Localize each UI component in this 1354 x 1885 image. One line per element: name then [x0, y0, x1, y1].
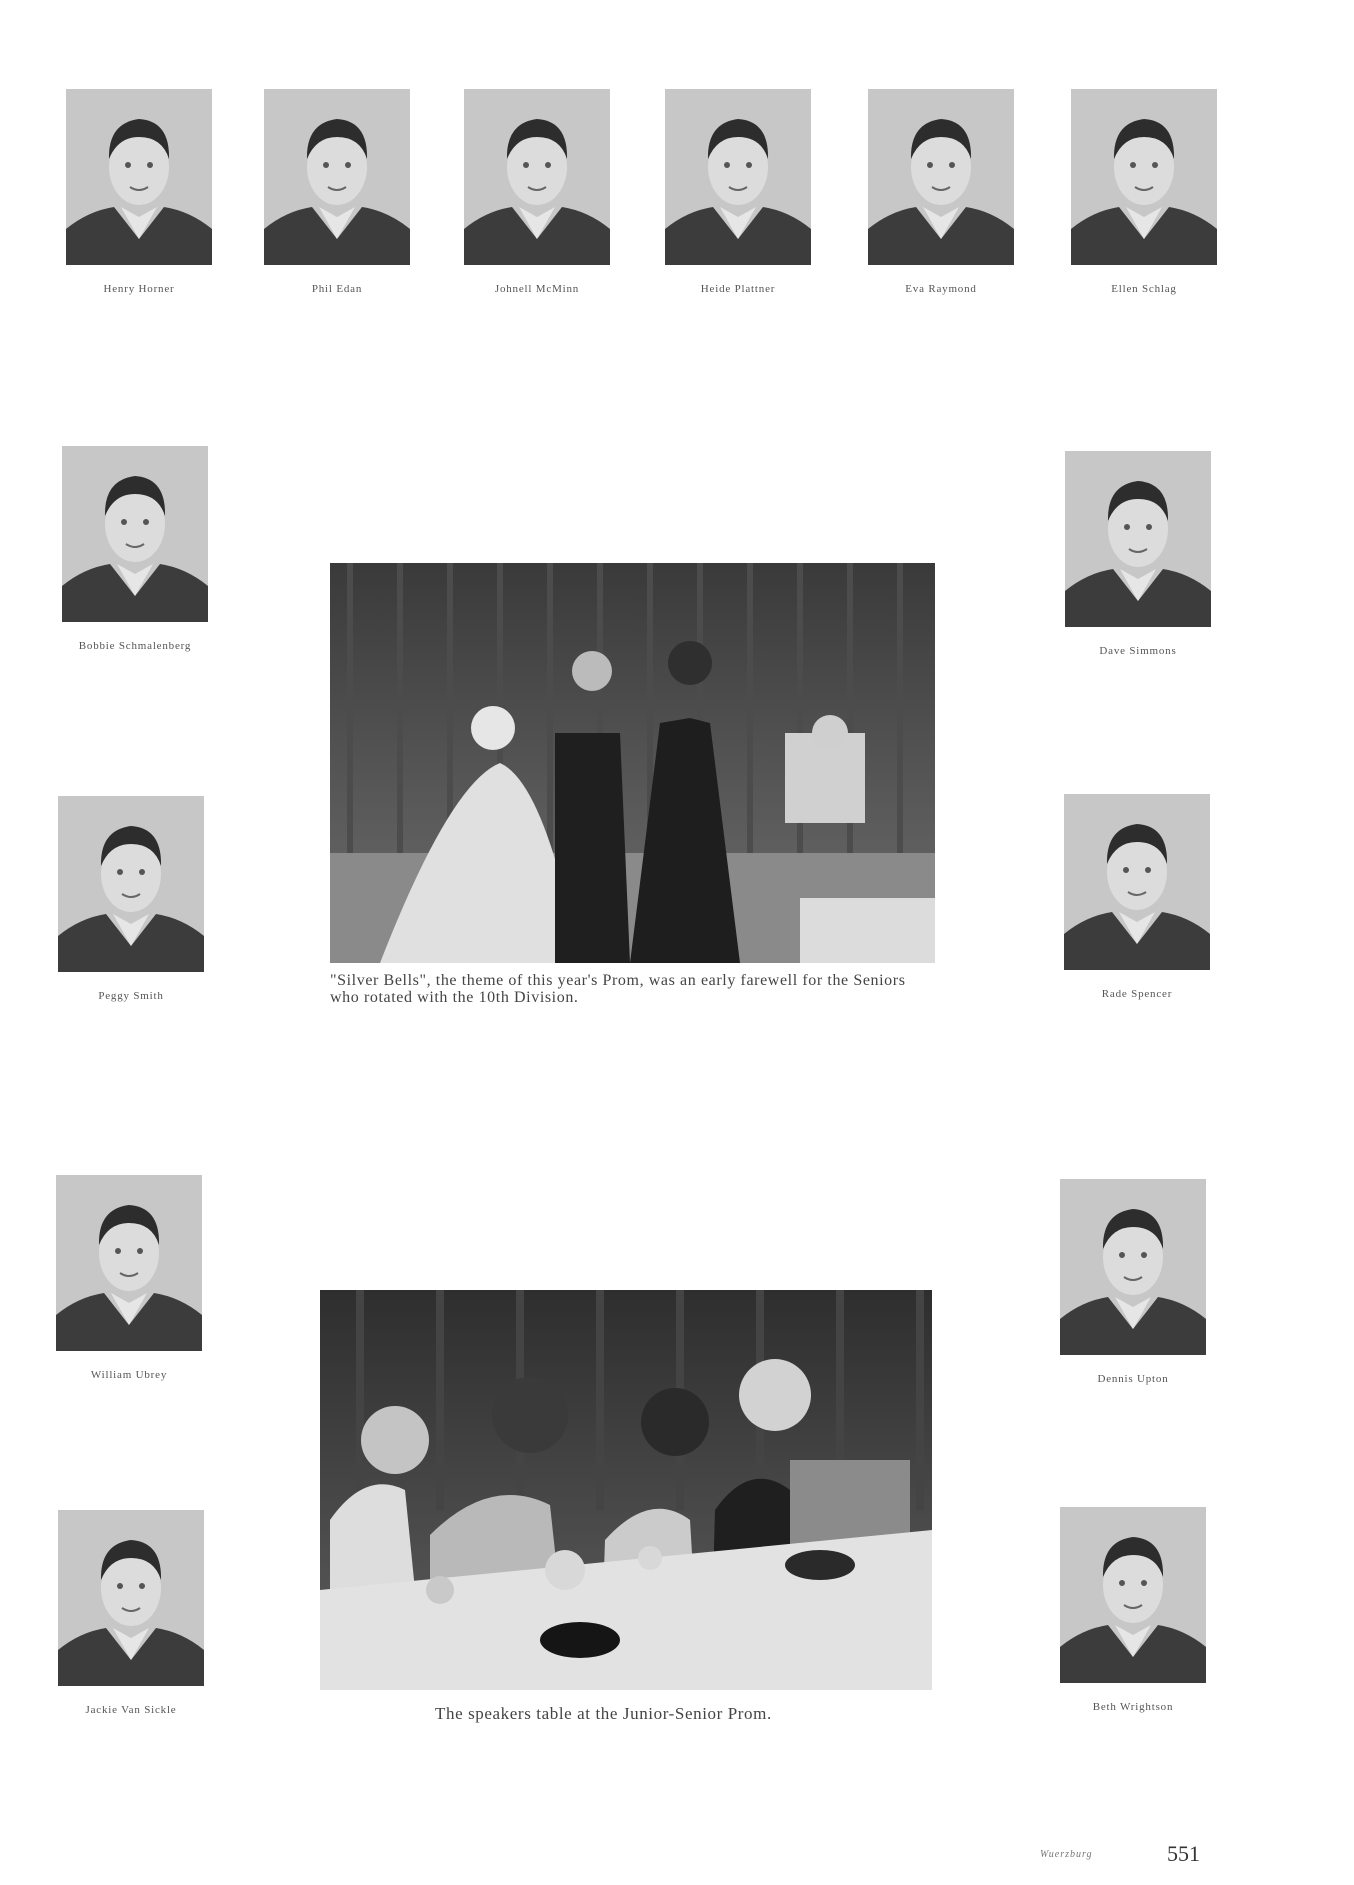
portrait-photo — [66, 89, 212, 265]
person-name: Peggy Smith — [98, 990, 164, 1002]
portrait-photo — [62, 446, 208, 622]
person-name: Henry Horner — [103, 283, 175, 295]
person-name: Jackie Van Sickle — [85, 1704, 177, 1716]
portrait-photo — [1060, 1179, 1206, 1355]
person-name: Dave Simmons — [1099, 645, 1177, 657]
person-name: William Ubrey — [90, 1369, 168, 1381]
person-name: Beth Wrightson — [1092, 1701, 1174, 1713]
speakers-table-photo — [320, 1290, 932, 1690]
footer-school-name: Wuerzburg — [1040, 1849, 1093, 1860]
person-name: Bobbie Schmalenberg — [78, 640, 192, 652]
portrait-photo — [264, 89, 410, 265]
person-name: Phil Edan — [311, 283, 363, 295]
portrait-photo — [1064, 794, 1210, 970]
portrait-photo — [56, 1175, 202, 1351]
person-name: Heide Plattner — [700, 283, 776, 295]
page-number: 551 — [1167, 1841, 1200, 1866]
prom-photo-caption: "Silver Bells", the theme of this year's Prom, was an early farewell for the Seniors who rotated with the 10th Division. — [330, 972, 906, 1006]
person-name: Eva Raymond — [905, 283, 977, 295]
portrait-photo — [58, 1510, 204, 1686]
prom-dance-photo — [330, 563, 935, 963]
portrait-photo — [868, 89, 1014, 265]
person-name: Johnell McMinn — [494, 283, 580, 295]
portrait-photo — [1071, 89, 1217, 265]
person-name: Rade Spencer — [1101, 988, 1173, 1000]
speakers-photo-caption: The speakers table at the Junior-Senior Prom. — [435, 1704, 772, 1723]
portrait-photo — [464, 89, 610, 265]
person-name: Dennis Upton — [1097, 1373, 1169, 1385]
person-name: Ellen Schlag — [1111, 283, 1177, 295]
portrait-photo — [58, 796, 204, 972]
portrait-photo — [665, 89, 811, 265]
portrait-photo — [1060, 1507, 1206, 1683]
portrait-photo — [1065, 451, 1211, 627]
